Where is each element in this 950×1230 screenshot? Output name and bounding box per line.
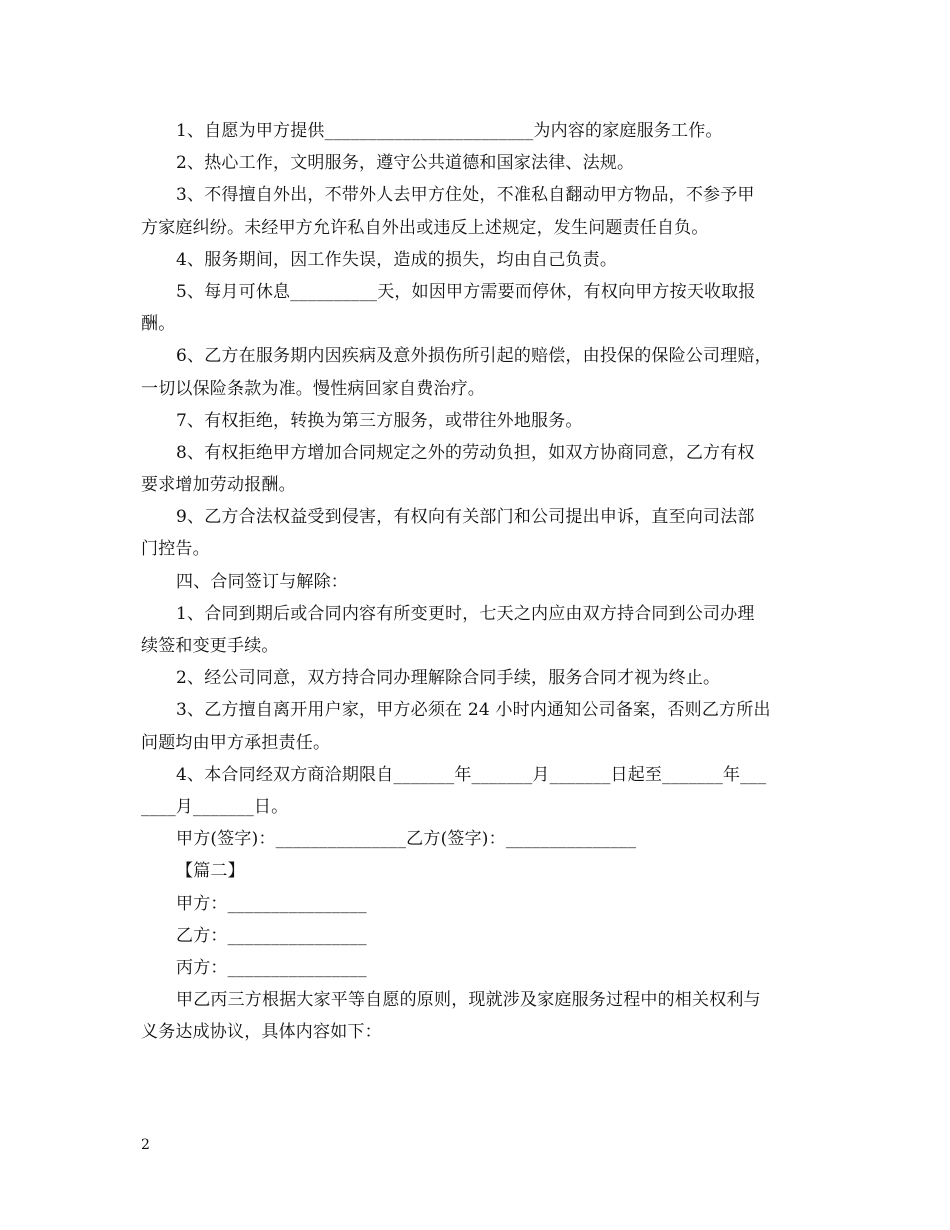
text-line: 5、每月可休息__________天，如因甲方需要而停休，有权向甲方按天收取报 — [176, 281, 756, 302]
text-line: 2、热心工作，文明服务，遵守公共道德和国家法律、法规。 — [176, 153, 635, 174]
party-field-line: 乙方：________________ — [176, 925, 367, 946]
text-line: 6、乙方在服务期内因疾病及意外损伤所引起的赔偿，由投保的保险公司理赔， — [176, 346, 772, 367]
party-field-line: 丙方：________________ — [176, 957, 367, 978]
text-line: 要求增加劳动报酬。 — [141, 475, 296, 496]
section-heading: 【篇二】 — [176, 861, 245, 882]
text-line: 方家庭纠纷。未经甲方允许私自外出或违反上述规定，发生问题责任自负。 — [141, 217, 709, 238]
text-line: 8、有权拒绝甲方增加合同规定之外的劳动负担，如双方协商同意，乙方有权 — [176, 442, 755, 463]
text-line: 1、自愿为甲方提供________________________为内容的家庭服务工作。 — [176, 121, 723, 141]
text-line: ____月_______日。 — [141, 796, 289, 817]
document-body — [141, 115, 831, 1048]
text-line: 4、本合同经双方商洽期限自_______年_______月_______日起至_______年___ — [176, 764, 767, 785]
text-line: 一切以保险条款为准。慢性病回家自费治疗。 — [141, 378, 485, 399]
text-line: 3、乙方擅自离开用户家，甲方必须在 24 小时内通知公司备案，否则乙方所出 — [176, 700, 771, 721]
section-heading: 四、合同签订与解除： — [176, 571, 348, 592]
signature-line: 甲方(签字)：_______________乙方(签字)：_______________ — [176, 829, 637, 850]
text-line: 门控告。 — [141, 539, 210, 560]
text-line: 1、合同到期后或合同内容有所变更时，七天之内应由双方持合同到公司办理 — [176, 603, 755, 624]
text-line: 酬。 — [141, 314, 176, 335]
text-line: 续签和变更手续。 — [141, 636, 279, 656]
page-number: 2 — [141, 1137, 150, 1153]
text-line: 7、有权拒绝，转换为第三方服务，或带往外地服务。 — [176, 410, 583, 431]
text-line: 义务达成协议，具体内容如下： — [141, 1022, 382, 1043]
text-line: 9、乙方合法权益受到侵害，有权向有关部门和公司提出申诉，直至向司法部 — [176, 507, 755, 528]
text-line: 甲乙丙三方根据大家平等自愿的原则，现就涉及家庭服务过程中的相关权利与 — [176, 990, 761, 1011]
text-line: 4、服务期间，因工作失误，造成的损失，均由自己负责。 — [176, 249, 618, 270]
text-line: 3、不得擅自外出，不带外人去甲方住处，不准私自翻动甲方物品，不参予甲 — [176, 185, 755, 206]
party-field-line: 甲方：________________ — [176, 893, 367, 914]
text-line: 问题均由甲方承担责任。 — [141, 732, 331, 753]
text-line: 2、经公司同意，双方持合同办理解除合同手续，服务合同才视为终止。 — [176, 668, 721, 689]
